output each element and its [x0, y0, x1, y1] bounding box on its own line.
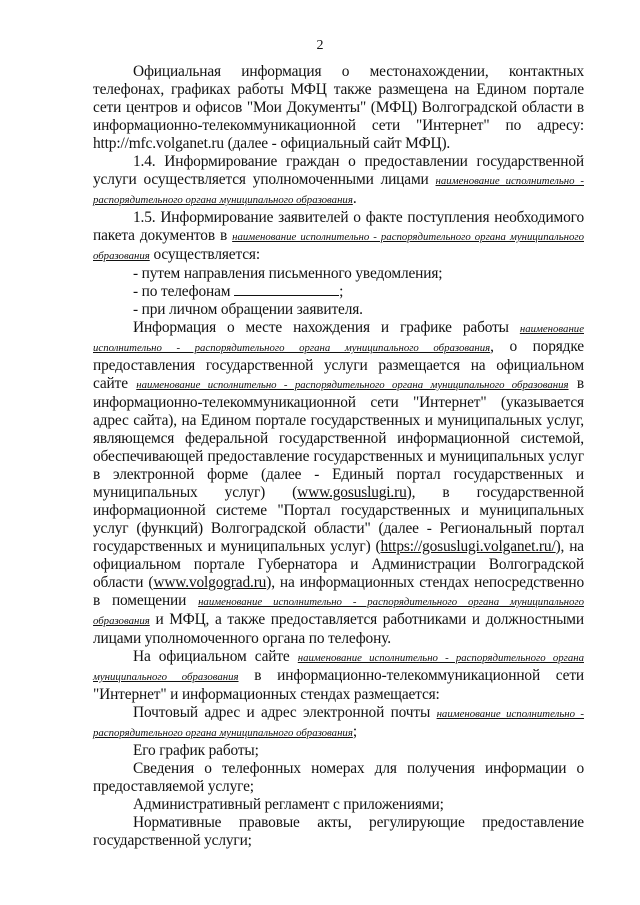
paragraph-official-site: [93, 648, 584, 704]
paragraph-legal-acts: Нормативные правовые акты, регулирующие предоставление государственной услуги;: [93, 814, 584, 849]
paragraph-1-4: [93, 153, 584, 209]
paragraph-text: На официальном сайте: [133, 648, 298, 665]
phone-blank-line: [234, 283, 339, 296]
list-item-personal: - при личном обращении заявителя.: [133, 301, 363, 318]
placeholder-authority-name: наименование исполнительно - распорядительного органа муниципального образования: [93, 175, 584, 206]
paragraph-1-5: [93, 209, 584, 265]
paragraph-text: осуществляется:: [149, 246, 260, 263]
paragraph-text: ), в государственной информационной системе "Портал государственных и муниципальных услуг (функций) Волгоградской области" (далее - Региональный портал государственных и муниципальных услуг) (: [93, 484, 585, 555]
paragraph-text: и МФЦ, а также предоставляется работниками и должностными лицами уполномоченного органа по телефону.: [93, 611, 584, 647]
placeholder-authority-name: наименование исполнительно - распорядительного органа муниципального образования: [93, 231, 584, 262]
placeholder-authority-name: наименование исполнительно - распорядительного органа муниципального образования: [93, 652, 584, 683]
paragraph-phone-numbers: Сведения о телефонных номерах для получения информации о предоставляемой услуге;: [93, 760, 584, 795]
paragraph-text: Информация о месте нахождения и графике работы: [133, 319, 520, 336]
paragraph-text: , о порядке предоставления государственной услуги размещается на официальном сайте: [93, 338, 584, 392]
placeholder-authority-name: наименование исполнительно - распорядительного органа муниципального образования: [93, 708, 584, 739]
placeholder-authority-name: наименование исполнительно - распорядительного органа муниципального образования: [136, 379, 569, 391]
paragraph-location-info: [93, 319, 584, 648]
paragraph-text: Официальная информация о местонахождении, контактных телефонах, графиках работы МФЦ также размещена на Едином портале сети центров и офисов "Мои Документы" (МФЦ) Волгоградской области в информационно-телекоммуникационной сети "Интернет" по адресу: http://mfc.volganet.ru (далее - официальный сайт МФЦ).: [93, 63, 584, 152]
placeholder-authority-name: наименование исполнительно - распорядительного органа муниципального образования: [93, 596, 584, 627]
document-body: [93, 63, 584, 850]
paragraph-text: 1.4. Информирование граждан о предоставлении государственной услуги осуществляется уполномоченными лицами: [93, 153, 584, 188]
page-number: 2: [316, 38, 324, 53]
link-gosuslugi[interactable]: www.gosuslugi.ru: [297, 484, 407, 501]
paragraph-text: Почтовый адрес и адрес электронной почты: [133, 704, 437, 721]
list-item-letter: - путем направления письменного уведомления;: [133, 265, 443, 282]
paragraph-postal-address: [93, 704, 584, 742]
paragraph-mfc-info: [93, 63, 584, 153]
paragraph-text: .: [352, 190, 357, 207]
paragraph-text: ;: [352, 723, 357, 740]
paragraph-text: ), на официальном портале Губернатора и Администрации Волгоградской области (: [93, 538, 584, 591]
paragraph-text: в информационно-телекоммуникационной сети "Интернет" (указывается адрес сайта), на Едином портале государственных и муниципальных услуг, являющемся федеральной государственной информационной системой, обеспечивающей предоставление государственных и муниципальных услуг в электронной форме (далее - Единый портал государственных и муниципальных услуг) (: [93, 375, 584, 501]
paragraph-text: в информационно-телекоммуникационной сети "Интернет" и информационных стендах размещается:: [93, 667, 585, 703]
paragraph-schedule: Его график работы;: [133, 742, 259, 759]
paragraph-regulation: Административный регламент с приложениями;: [133, 796, 444, 813]
placeholder-authority-name: наименование исполнительно - распорядительного органа муниципального образования: [93, 323, 584, 354]
paragraph-text: ), на информационных стендах непосредственно в помещении: [93, 574, 584, 609]
link-gosuslugi-volganet[interactable]: https://gosuslugi.volganet.ru/: [380, 538, 556, 555]
list-item-text: ;: [339, 283, 344, 300]
list-item-text: - по телефонам: [133, 283, 235, 300]
list-item-phone: [93, 283, 584, 301]
paragraph-text: 1.5. Информирование заявителей о факте поступления необходимого пакета документов в: [93, 209, 584, 244]
link-volgograd[interactable]: www.volgograd.ru: [153, 574, 267, 591]
